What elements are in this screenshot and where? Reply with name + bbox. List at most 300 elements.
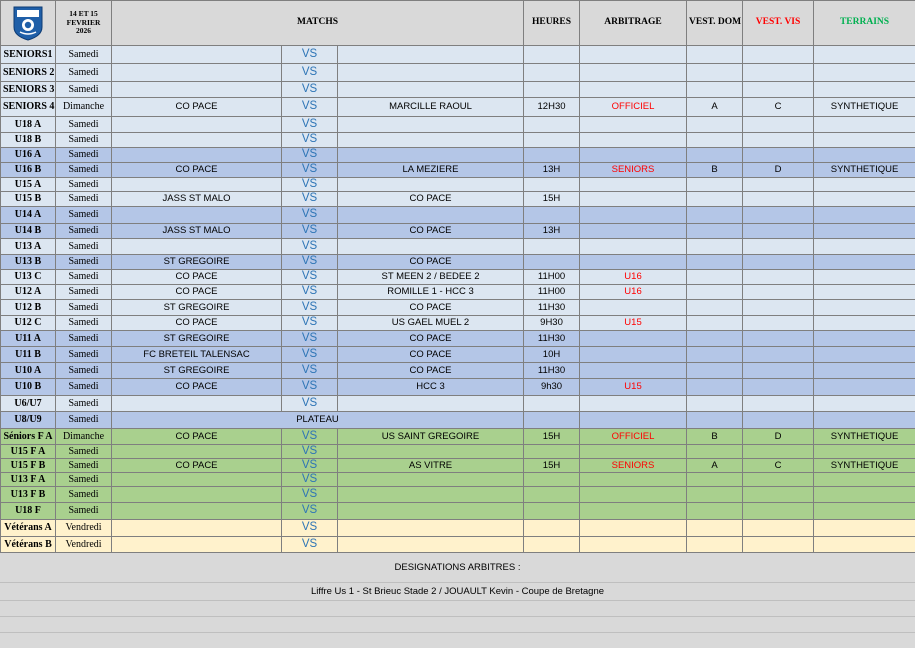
match-row	[1, 239, 915, 255]
team-cell: SENIORS 3	[1, 82, 56, 98]
terrain-cell	[814, 207, 915, 224]
vest-dom-cell	[687, 503, 743, 520]
time-cell: 12H30	[524, 98, 580, 117]
vest-dom-cell	[687, 445, 743, 459]
terrain-cell: SYNTHETIQUE	[814, 459, 915, 473]
vest-vis-cell	[743, 379, 814, 396]
vest-vis-cell	[743, 117, 814, 133]
day-cell: Samedi	[56, 503, 112, 520]
match-row	[1, 473, 915, 487]
home-team-cell	[112, 133, 282, 148]
day-cell: Samedi	[56, 255, 112, 270]
vest-dom-cell	[687, 396, 743, 412]
team-cell: SENIORS 2	[1, 64, 56, 82]
day-cell: Samedi	[56, 64, 112, 82]
day-cell: Samedi	[56, 459, 112, 473]
vs-cell: VS	[282, 148, 338, 163]
vs-cell: VS	[282, 46, 338, 64]
vest-vis-cell	[743, 270, 814, 285]
time-cell: 11H00	[524, 285, 580, 300]
vest-dom-cell	[687, 473, 743, 487]
match-row	[1, 148, 915, 163]
vest-vis-cell	[743, 503, 814, 520]
vest-dom-header: VEST. DOM	[687, 1, 743, 46]
home-team-cell: CO PACE	[112, 270, 282, 285]
home-team-cell	[112, 487, 282, 503]
team-cell: SENIORS 4	[1, 98, 56, 117]
vest-dom-cell	[687, 64, 743, 82]
vs-cell: VS	[282, 347, 338, 363]
arbitrage-cell	[580, 239, 687, 255]
terrain-cell	[814, 239, 915, 255]
day-cell: Samedi	[56, 224, 112, 239]
match-row	[1, 224, 915, 239]
vest-dom-cell	[687, 255, 743, 270]
vest-vis-cell	[743, 347, 814, 363]
day-cell: Samedi	[56, 331, 112, 347]
vest-vis-cell	[743, 396, 814, 412]
away-team-cell: US GAEL MUEL 2	[338, 316, 524, 331]
away-team-cell	[338, 117, 524, 133]
vs-cell: VS	[282, 503, 338, 520]
day-cell: Samedi	[56, 396, 112, 412]
terrain-cell	[814, 331, 915, 347]
vest-dom-cell	[687, 148, 743, 163]
team-cell: U14 B	[1, 224, 56, 239]
time-cell: 13H	[524, 224, 580, 239]
vest-dom-cell	[687, 239, 743, 255]
day-cell: Samedi	[56, 82, 112, 98]
arbitrage-cell	[580, 148, 687, 163]
vs-cell: VS	[282, 163, 338, 178]
vest-vis-cell	[743, 239, 814, 255]
vest-vis-cell	[743, 473, 814, 487]
terrain-cell	[814, 473, 915, 487]
vs-cell: VS	[282, 224, 338, 239]
time-cell	[524, 133, 580, 148]
terrain-cell	[814, 82, 915, 98]
match-row	[1, 331, 915, 347]
terrain-cell	[814, 178, 915, 192]
day-cell: Samedi	[56, 487, 112, 503]
vest-vis-cell	[743, 316, 814, 331]
day-cell: Samedi	[56, 285, 112, 300]
away-team-cell: AS VITRE	[338, 459, 524, 473]
terrain-cell	[814, 64, 915, 82]
away-team-cell: CO PACE	[338, 363, 524, 379]
match-row	[1, 163, 915, 178]
arbitrage-cell	[580, 300, 687, 316]
home-team-cell: CO PACE	[112, 163, 282, 178]
team-cell: U18 B	[1, 133, 56, 148]
arbitrage-cell	[580, 363, 687, 379]
match-row	[1, 412, 915, 429]
day-cell: Vendredi	[56, 520, 112, 537]
match-row	[1, 459, 915, 473]
home-team-cell	[112, 473, 282, 487]
day-cell: Samedi	[56, 178, 112, 192]
away-team-cell	[338, 503, 524, 520]
away-team-cell: CO PACE	[338, 224, 524, 239]
match-date: 14 ET 15 FEVRIER 2026	[56, 1, 112, 46]
day-cell: Dimanche	[56, 98, 112, 117]
team-cell: U16 A	[1, 148, 56, 163]
away-team-cell	[338, 82, 524, 98]
terrain-cell	[814, 363, 915, 379]
arbitrage-cell	[580, 331, 687, 347]
match-row	[1, 46, 915, 64]
vest-vis-cell	[743, 148, 814, 163]
match-row	[1, 285, 915, 300]
away-team-cell: ST MEEN 2 / BEDEE 2	[338, 270, 524, 285]
time-cell	[524, 487, 580, 503]
arbitrage-cell	[580, 445, 687, 459]
time-cell: 10H	[524, 347, 580, 363]
match-row	[1, 396, 915, 412]
team-cell: U10 A	[1, 363, 56, 379]
match-row	[1, 347, 915, 363]
vest-dom-cell	[687, 331, 743, 347]
match-row	[1, 300, 915, 316]
team-cell: U8/U9	[1, 412, 56, 429]
arbitrage-header: ARBITRAGE	[580, 1, 687, 46]
vest-dom-cell	[687, 178, 743, 192]
arbitrage-cell: U16	[580, 285, 687, 300]
home-team-cell: JASS ST MALO	[112, 224, 282, 239]
team-cell: U15 F A	[1, 445, 56, 459]
match-row	[1, 316, 915, 331]
team-cell: U14 A	[1, 207, 56, 224]
time-cell: 11H00	[524, 270, 580, 285]
vest-vis-cell	[743, 82, 814, 98]
vest-vis-cell	[743, 255, 814, 270]
time-cell	[524, 117, 580, 133]
designations-title: DESIGNATIONS ARBITRES :	[394, 562, 521, 573]
day-cell: Samedi	[56, 163, 112, 178]
home-team-cell: FC BRETEIL TALENSAC	[112, 347, 282, 363]
arbitrage-cell: OFFICIEL	[580, 429, 687, 445]
away-team-cell: CO PACE	[338, 331, 524, 347]
match-row	[1, 537, 915, 553]
match-row	[1, 379, 915, 396]
time-cell	[524, 64, 580, 82]
vs-cell: VS	[282, 396, 338, 412]
terrain-cell: SYNTHETIQUE	[814, 163, 915, 178]
match-row	[1, 429, 915, 445]
time-cell	[524, 537, 580, 553]
time-cell	[524, 255, 580, 270]
arbitrage-cell	[580, 537, 687, 553]
match-row	[1, 363, 915, 379]
plateau-cell: PLATEAU	[112, 412, 524, 429]
time-cell: 15H	[524, 429, 580, 445]
arbitrage-cell	[580, 117, 687, 133]
team-cell: U6/U7	[1, 396, 56, 412]
away-team-cell	[338, 207, 524, 224]
arbitrage-cell: SENIORS	[580, 459, 687, 473]
terrain-cell	[814, 487, 915, 503]
match-row	[1, 117, 915, 133]
team-cell: U15 B	[1, 192, 56, 207]
arbitrage-cell	[580, 207, 687, 224]
time-cell	[524, 148, 580, 163]
time-cell	[524, 445, 580, 459]
home-team-cell	[112, 148, 282, 163]
home-team-cell: ST GREGOIRE	[112, 255, 282, 270]
day-cell: Samedi	[56, 270, 112, 285]
arbitrage-cell	[580, 178, 687, 192]
vs-cell: VS	[282, 207, 338, 224]
vs-cell: VS	[282, 64, 338, 82]
designation-line: Liffre Us 1 - St Brieuc Stade 2 / JOUAULT Kevin - Coupe de Bretagne	[310, 586, 605, 597]
vest-dom-cell	[687, 379, 743, 396]
vest-vis-cell	[743, 363, 814, 379]
terrain-cell	[814, 316, 915, 331]
vest-vis-cell: C	[743, 98, 814, 117]
away-team-cell	[338, 537, 524, 553]
day-cell: Samedi	[56, 316, 112, 331]
team-cell: Séniors F A	[1, 429, 56, 445]
arbitrage-cell	[580, 487, 687, 503]
heures-header: HEURES	[524, 1, 580, 46]
home-team-cell	[112, 82, 282, 98]
home-team-cell: ST GREGOIRE	[112, 300, 282, 316]
home-team-cell	[112, 207, 282, 224]
home-team-cell	[112, 503, 282, 520]
vest-dom-cell	[687, 285, 743, 300]
vest-dom-cell	[687, 520, 743, 537]
terrain-cell	[814, 347, 915, 363]
home-team-cell: CO PACE	[112, 316, 282, 331]
team-cell: U11 A	[1, 331, 56, 347]
away-team-cell: HCC 3	[338, 379, 524, 396]
vs-cell: VS	[282, 117, 338, 133]
team-cell: U12 B	[1, 300, 56, 316]
home-team-cell: ST GREGOIRE	[112, 331, 282, 347]
vest-dom-cell: B	[687, 163, 743, 178]
match-row	[1, 64, 915, 82]
vs-cell: VS	[282, 255, 338, 270]
day-cell: Samedi	[56, 133, 112, 148]
terrain-cell	[814, 379, 915, 396]
away-team-cell	[338, 64, 524, 82]
vest-vis-cell	[743, 178, 814, 192]
match-row	[1, 503, 915, 520]
match-row	[1, 82, 915, 98]
team-cell: U18 F	[1, 503, 56, 520]
matchs-header: MATCHS	[112, 1, 524, 46]
away-team-cell: ROMILLE 1 - HCC 3	[338, 285, 524, 300]
vest-dom-cell	[687, 192, 743, 207]
team-cell: Vétérans A	[1, 520, 56, 537]
match-row	[1, 133, 915, 148]
terrain-cell	[814, 285, 915, 300]
match-row	[1, 192, 915, 207]
home-team-cell: ST GREGOIRE	[112, 363, 282, 379]
time-cell: 13H	[524, 163, 580, 178]
match-row	[1, 207, 915, 224]
time-cell	[524, 412, 580, 429]
away-team-cell: CO PACE	[338, 300, 524, 316]
team-cell: U16 B	[1, 163, 56, 178]
vs-cell: VS	[282, 473, 338, 487]
home-team-cell: CO PACE	[112, 98, 282, 117]
vest-vis-cell	[743, 331, 814, 347]
home-team-cell: CO PACE	[112, 429, 282, 445]
home-team-cell	[112, 117, 282, 133]
time-cell	[524, 82, 580, 98]
match-row	[1, 98, 915, 117]
team-cell: U13 A	[1, 239, 56, 255]
vest-dom-cell	[687, 316, 743, 331]
vest-vis-cell	[743, 46, 814, 64]
vs-cell: VS	[282, 363, 338, 379]
day-cell: Samedi	[56, 46, 112, 64]
arbitrage-cell	[580, 64, 687, 82]
vest-vis-cell	[743, 537, 814, 553]
day-cell: Samedi	[56, 117, 112, 133]
home-team-cell: JASS ST MALO	[112, 192, 282, 207]
vest-dom-cell	[687, 46, 743, 64]
match-row	[1, 178, 915, 192]
terrain-cell	[814, 300, 915, 316]
vs-cell: VS	[282, 445, 338, 459]
time-cell: 9H30	[524, 316, 580, 331]
arbitrage-cell	[580, 224, 687, 239]
vest-dom-cell	[687, 300, 743, 316]
vest-dom-cell	[687, 207, 743, 224]
arbitrage-cell: U15	[580, 379, 687, 396]
team-cell: U15 F B	[1, 459, 56, 473]
vest-vis-cell	[743, 520, 814, 537]
vs-cell: VS	[282, 239, 338, 255]
arbitrage-cell	[580, 396, 687, 412]
home-team-cell	[112, 520, 282, 537]
vs-cell: VS	[282, 537, 338, 553]
away-team-cell	[338, 46, 524, 64]
team-cell: U13 C	[1, 270, 56, 285]
day-cell: Vendredi	[56, 537, 112, 553]
home-team-cell	[112, 537, 282, 553]
time-cell	[524, 520, 580, 537]
vest-vis-cell	[743, 133, 814, 148]
terrain-cell	[814, 117, 915, 133]
terrain-cell	[814, 46, 915, 64]
home-team-cell: CO PACE	[112, 379, 282, 396]
terrain-cell	[814, 148, 915, 163]
team-cell: U13 F A	[1, 473, 56, 487]
vs-cell: VS	[282, 133, 338, 148]
vs-cell: VS	[282, 379, 338, 396]
vs-cell: VS	[282, 178, 338, 192]
vest-dom-cell: A	[687, 459, 743, 473]
match-row	[1, 520, 915, 537]
vs-cell: VS	[282, 285, 338, 300]
terrain-cell	[814, 445, 915, 459]
vs-cell: VS	[282, 98, 338, 117]
vest-dom-cell	[687, 487, 743, 503]
team-cell: U12 C	[1, 316, 56, 331]
vs-cell: VS	[282, 82, 338, 98]
day-cell: Samedi	[56, 412, 112, 429]
home-team-cell	[112, 178, 282, 192]
away-team-cell	[338, 487, 524, 503]
home-team-cell	[112, 64, 282, 82]
time-cell: 11H30	[524, 300, 580, 316]
vest-vis-cell	[743, 64, 814, 82]
vest-dom-cell	[687, 82, 743, 98]
vest-vis-cell	[743, 285, 814, 300]
arbitrage-cell	[580, 503, 687, 520]
team-cell: Vétérans B	[1, 537, 56, 553]
arbitrage-cell	[580, 82, 687, 98]
terrain-cell	[814, 255, 915, 270]
home-team-cell	[112, 396, 282, 412]
vs-cell: VS	[282, 331, 338, 347]
vest-vis-header: VEST. VIS	[743, 1, 814, 46]
away-team-cell: MARCILLE RAOUL	[338, 98, 524, 117]
time-cell	[524, 46, 580, 64]
vs-cell: VS	[282, 192, 338, 207]
vest-vis-cell	[743, 487, 814, 503]
vest-vis-cell: D	[743, 429, 814, 445]
vs-cell: VS	[282, 429, 338, 445]
time-cell	[524, 207, 580, 224]
time-cell	[524, 473, 580, 487]
vest-vis-cell	[743, 224, 814, 239]
vest-vis-cell	[743, 300, 814, 316]
terrain-cell	[814, 133, 915, 148]
arbitrage-cell	[580, 133, 687, 148]
terrain-cell	[814, 270, 915, 285]
team-cell: U12 A	[1, 285, 56, 300]
team-cell: SENIORS1	[1, 46, 56, 64]
logo-cell	[1, 1, 56, 46]
terrain-cell	[814, 396, 915, 412]
team-cell: U13 F B	[1, 487, 56, 503]
match-row	[1, 270, 915, 285]
away-team-cell: LA MEZIERE	[338, 163, 524, 178]
home-team-cell	[112, 445, 282, 459]
away-team-cell: CO PACE	[338, 347, 524, 363]
time-cell	[524, 178, 580, 192]
away-team-cell	[338, 445, 524, 459]
time-cell: 11H30	[524, 331, 580, 347]
home-team-cell: CO PACE	[112, 459, 282, 473]
day-cell: Samedi	[56, 148, 112, 163]
team-cell: U11 B	[1, 347, 56, 363]
vest-dom-cell	[687, 224, 743, 239]
time-cell: 11H30	[524, 363, 580, 379]
referee-designations	[0, 553, 915, 648]
day-cell: Samedi	[56, 192, 112, 207]
arbitrage-cell: U15	[580, 316, 687, 331]
vest-dom-cell	[687, 347, 743, 363]
vest-vis-cell	[743, 445, 814, 459]
vest-dom-cell	[687, 363, 743, 379]
away-team-cell: CO PACE	[338, 192, 524, 207]
terrains-header: TERRAINS	[814, 1, 915, 46]
arbitrage-cell	[580, 192, 687, 207]
terrain-cell	[814, 537, 915, 553]
vest-dom-cell	[687, 117, 743, 133]
home-team-cell: CO PACE	[112, 285, 282, 300]
header-row	[1, 1, 915, 46]
time-cell: 15H	[524, 459, 580, 473]
terrain-cell	[814, 503, 915, 520]
day-cell: Samedi	[56, 347, 112, 363]
vest-vis-cell	[743, 192, 814, 207]
